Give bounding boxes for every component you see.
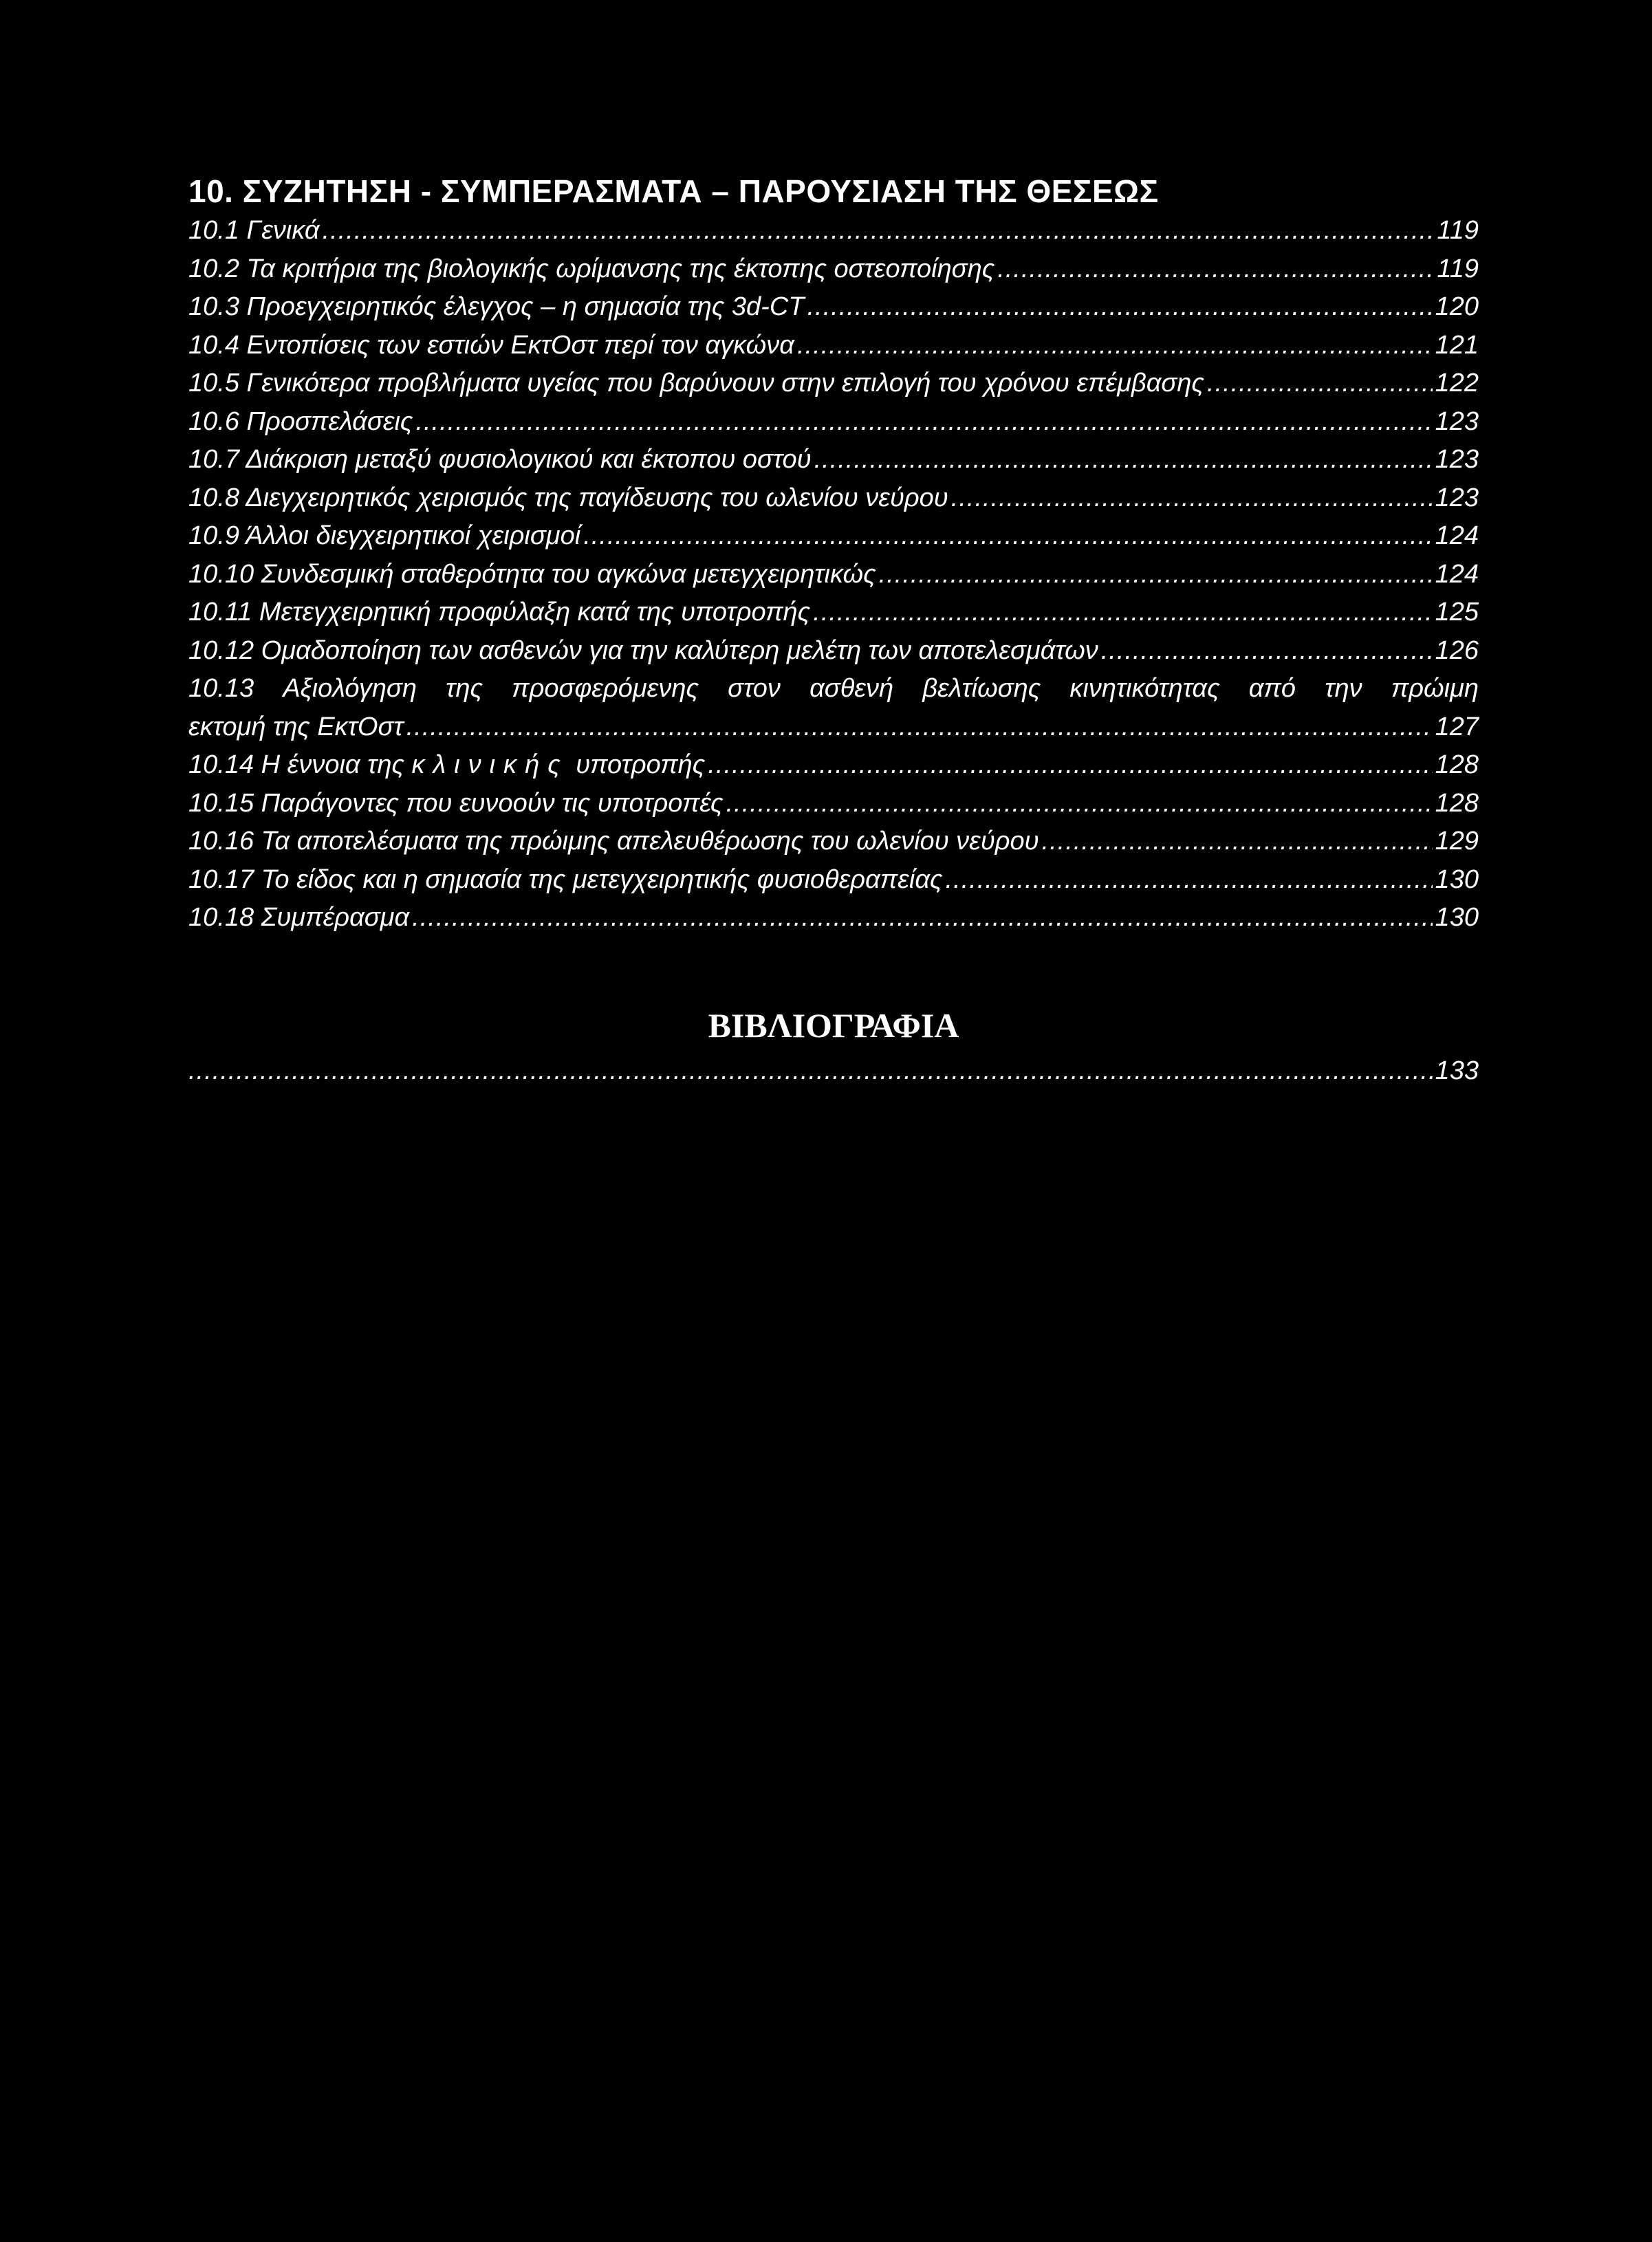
dot-leader [807, 288, 1433, 327]
toc-entry-page: 123 [1435, 406, 1479, 436]
toc-entry[interactable] [188, 479, 1479, 518]
toc-entry-label: 10.1 Γενικά [188, 216, 320, 245]
toc-entry[interactable] [188, 899, 1479, 937]
dot-leader [726, 785, 1432, 823]
toc-entry-page: 125 [1435, 598, 1479, 627]
toc-entry-label: 10.9 Άλλοι διεγχειρητικοί χειρισμοί [188, 521, 581, 550]
toc-entry-page: 123 [1435, 483, 1479, 512]
toc-entry[interactable] [188, 364, 1479, 403]
toc-entry-label: 10.18 Συμπέρασμα [188, 903, 410, 932]
dot-leader [412, 899, 1432, 937]
toc-entry-page: 119 [1437, 216, 1479, 245]
toc-entry[interactable] [188, 746, 1479, 785]
toc-word: βελτίωσης [922, 674, 1041, 703]
dot-leader [1101, 632, 1433, 671]
toc-entry-page: 129 [1435, 827, 1479, 856]
toc-entry[interactable] [188, 861, 1479, 900]
toc-entry[interactable] [188, 594, 1479, 632]
toc-entry-first-line [188, 670, 1479, 708]
toc-entry[interactable] [188, 403, 1479, 442]
chapter-heading: 10. ΣΥΖΗΤΗΣΗ - ΣΥΜΠΕΡΑΣΜΑΤΑ – ΠΑΡΟΥΣΙΑΣΗ ΤΗΣ ΘΕΣΕΩΣ [188, 173, 1159, 209]
toc-entry-label: εκτομή της ΕκτΟστ [188, 712, 404, 741]
toc-word: 10.13 [188, 674, 254, 703]
dot-leader [797, 327, 1433, 365]
toc-entry-page: 123 [1435, 445, 1479, 474]
dot-leader [997, 250, 1434, 289]
toc-entry-page: 130 [1435, 903, 1479, 932]
dot-leader [583, 517, 1432, 556]
toc-entry-label-suffix: υποτροπής [568, 750, 706, 779]
toc-word: κινητικότητας [1069, 674, 1220, 703]
toc-entry-label-spaced: κλινικής [411, 750, 569, 779]
toc-entry[interactable] [188, 250, 1479, 289]
toc-word: πρώιμη [1391, 674, 1479, 703]
toc-entry-page: 130 [1435, 864, 1479, 894]
toc-entry[interactable] [188, 632, 1479, 671]
toc-entry-page: 128 [1435, 788, 1479, 818]
toc-entry[interactable] [188, 823, 1479, 861]
toc-entry-label: 10.8 Διεγχειρητικός χειρισμός της παγίδευσης του ωλενίου νεύρου [188, 483, 948, 512]
dot-leader [813, 594, 1432, 632]
toc-entry[interactable] [188, 288, 1479, 327]
toc-entry-page: 124 [1435, 521, 1479, 550]
bibliography-page: 133 [1435, 1056, 1479, 1085]
dot-leader [323, 212, 1435, 250]
dot-leader [415, 403, 1432, 442]
toc-word: της [446, 674, 483, 703]
bibliography-entry[interactable] [188, 1052, 1479, 1090]
toc-entry[interactable] [188, 212, 1479, 250]
toc-word: προσφερόμενης [512, 674, 699, 703]
toc-word: την [1325, 674, 1362, 703]
toc-word: ασθενή [809, 674, 894, 703]
toc-entry[interactable] [188, 327, 1479, 365]
toc-word: Αξιολόγηση [283, 674, 417, 703]
dot-leader [1042, 823, 1433, 861]
toc-entry-page: 128 [1435, 750, 1479, 779]
toc-entry-label: 10.2 Τα κριτήρια της βιολογικής ωρίμανσης της έκτοπης οστεοποίησης [188, 254, 995, 283]
toc-entry-label [188, 746, 705, 785]
toc-word: στον [728, 674, 781, 703]
toc-entry-second-line [188, 708, 1479, 747]
dot-leader [1207, 364, 1433, 403]
toc-entry[interactable] [188, 785, 1479, 823]
toc-entry-page: 120 [1435, 292, 1479, 321]
toc-word: από [1248, 674, 1296, 703]
toc-entry[interactable] [188, 517, 1479, 556]
dot-leader [945, 861, 1432, 900]
toc-entry-label: 10.5 Γενικότερα προβλήματα υγείας που βαρύνουν στην επιλογή του χρόνου επέμβασης [188, 369, 1204, 398]
toc-entry[interactable] [188, 441, 1479, 479]
toc-entry-page: 126 [1435, 635, 1479, 665]
table-of-contents [188, 171, 1479, 937]
dot-leader [708, 746, 1432, 785]
dot-leader [879, 556, 1433, 594]
dot-leader [188, 1052, 1433, 1090]
toc-entry-multiline[interactable] [188, 670, 1479, 746]
dot-leader [814, 441, 1433, 479]
bibliography-heading[interactable]: ΒΙΒΛΙΟΓΡΑΦΙΑ [708, 1006, 959, 1045]
toc-entry-label: 10.11 Μετεγχειρητική προφύλαξη κατά της υποτροπής [188, 598, 811, 627]
toc-entry-label: 10.16 Τα αποτελέσματα της πρώιμης απελευθέρωσης του ωλενίου νεύρου [188, 827, 1039, 856]
toc-entry-label: 10.12 Ομαδοποίηση των ασθενών για την καλύτερη μελέτη των αποτελεσμάτων [188, 635, 1098, 665]
toc-entry-page: 127 [1435, 712, 1479, 741]
toc-entry-label: 10.15 Παράγοντες που ευνοούν τις υποτροπές [188, 788, 724, 818]
toc-entry-label: 10.3 Προεγχειρητικός έλεγχος – η σημασία της 3d-CT [188, 292, 805, 321]
toc-entry-label: 10.6 Προσπελάσεις [188, 406, 413, 436]
toc-entry-label: 10.4 Εντοπίσεις των εστιών ΕκτΟστ περί τον αγκώνα [188, 330, 794, 360]
toc-entry-page: 121 [1435, 330, 1479, 360]
toc-entry-label-prefix: 10.14 Η έννοια της [188, 750, 412, 779]
toc-entry[interactable] [188, 556, 1479, 594]
toc-entry-page: 124 [1435, 559, 1479, 589]
dot-leader [951, 479, 1433, 518]
toc-entry-label: 10.7 Διάκριση μεταξύ φυσιολογικού και έκτοπου οστού [188, 445, 812, 474]
dot-leader [406, 708, 1433, 747]
toc-entry-page: 119 [1437, 254, 1479, 283]
toc-entry-label: 10.17 Το είδος και η σημασία της μετεγχειρητικής φυσιοθεραπείας [188, 864, 943, 894]
toc-entry-label: 10.10 Συνδεσμική σταθερότητα του αγκώνα μετεγχειρητικώς [188, 559, 876, 589]
toc-entry-page: 122 [1435, 369, 1479, 398]
